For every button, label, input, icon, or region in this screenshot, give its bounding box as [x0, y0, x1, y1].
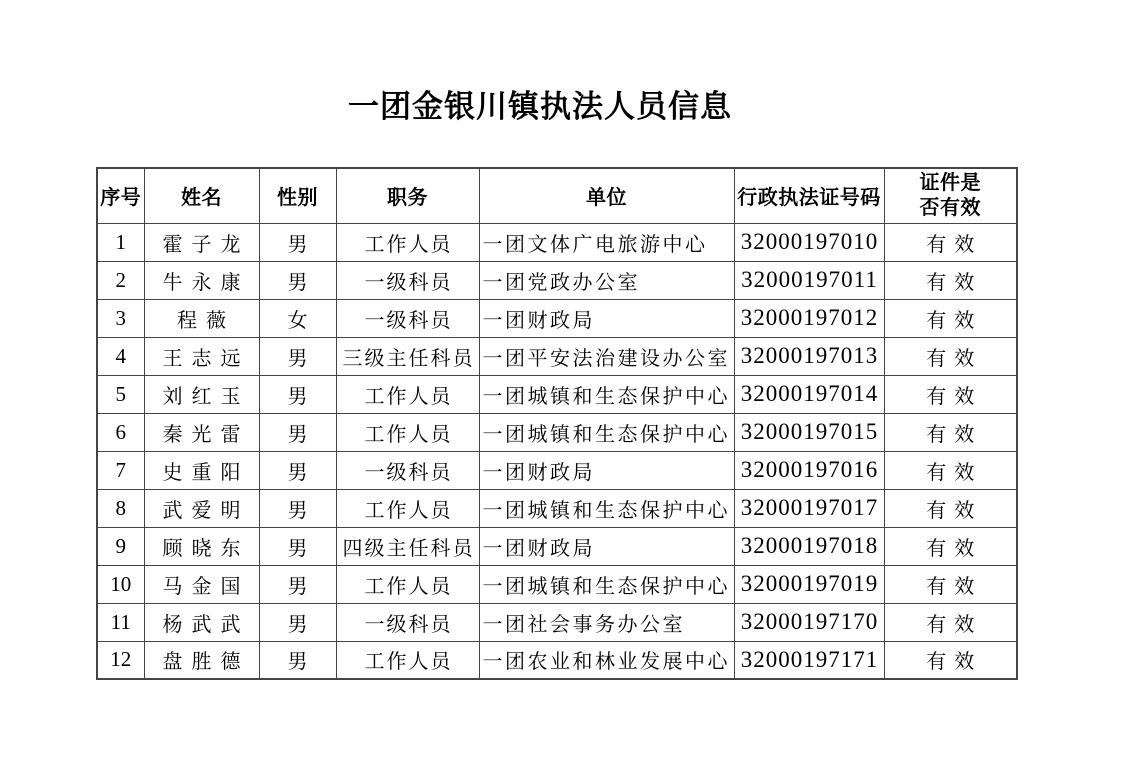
cell-position: 四级主任科员 — [336, 527, 479, 565]
cell-validity: 有效 — [884, 527, 1017, 565]
cell-serial-number: 8 — [97, 489, 144, 527]
cell-cert-number: 32000197011 — [734, 261, 884, 299]
cell-position: 三级主任科员 — [336, 337, 479, 375]
cell-gender: 男 — [259, 337, 336, 375]
table-row — [97, 223, 1017, 261]
cell-position: 工作人员 — [336, 413, 479, 451]
cell-position: 工作人员 — [336, 375, 479, 413]
cell-serial-number: 3 — [97, 299, 144, 337]
cell-position: 一级科员 — [336, 299, 479, 337]
cell-name: 牛永康 — [144, 261, 259, 299]
col-header-validity — [884, 168, 1017, 223]
table-row — [97, 527, 1017, 565]
cell-name: 杨武武 — [144, 603, 259, 641]
cell-cert-number: 32000197019 — [734, 565, 884, 603]
cell-serial-number: 4 — [97, 337, 144, 375]
cell-serial-number: 9 — [97, 527, 144, 565]
cell-cert-number: 32000197014 — [734, 375, 884, 413]
cell-validity: 有效 — [884, 223, 1017, 261]
cell-serial-number: 10 — [97, 565, 144, 603]
cell-cert-number: 32000197012 — [734, 299, 884, 337]
cell-serial-number: 12 — [97, 641, 144, 679]
cell-name: 秦光雷 — [144, 413, 259, 451]
cell-unit: 一团财政局 — [479, 451, 734, 489]
table-row — [97, 641, 1017, 679]
col-header-validity-line2: 否有效 — [919, 196, 981, 219]
table-row — [97, 375, 1017, 413]
cell-name: 盘胜德 — [144, 641, 259, 679]
table-header-row — [97, 168, 1017, 223]
cell-gender: 男 — [259, 261, 336, 299]
cell-gender: 男 — [259, 451, 336, 489]
cell-unit: 一团社会事务办公室 — [479, 603, 734, 641]
table-row — [97, 489, 1017, 527]
personnel-table — [96, 167, 1018, 680]
cell-name: 顾晓东 — [144, 527, 259, 565]
cell-serial-number: 5 — [97, 375, 144, 413]
table-row — [97, 413, 1017, 451]
cell-gender: 男 — [259, 375, 336, 413]
cell-cert-number: 32000197010 — [734, 223, 884, 261]
cell-cert-number: 32000197171 — [734, 641, 884, 679]
cell-cert-number: 32000197017 — [734, 489, 884, 527]
table-row — [97, 261, 1017, 299]
table-row — [97, 603, 1017, 641]
cell-position: 工作人员 — [336, 489, 479, 527]
table-row — [97, 451, 1017, 489]
cell-position: 工作人员 — [336, 641, 479, 679]
cell-serial-number: 1 — [97, 223, 144, 261]
cell-serial-number: 6 — [97, 413, 144, 451]
col-header-gender: 性别 — [259, 168, 336, 223]
cell-validity: 有效 — [884, 375, 1017, 413]
cell-unit: 一团党政办公室 — [479, 261, 734, 299]
cell-validity: 有效 — [884, 299, 1017, 337]
cell-validity: 有效 — [884, 489, 1017, 527]
cell-unit: 一团城镇和生态保护中心 — [479, 565, 734, 603]
col-header-no: 序号 — [97, 168, 144, 223]
cell-name: 程薇 — [144, 299, 259, 337]
cell-gender: 男 — [259, 565, 336, 603]
cell-validity: 有效 — [884, 413, 1017, 451]
col-header-cert-no: 行政执法证号码 — [734, 168, 884, 223]
cell-position: 一级科员 — [336, 451, 479, 489]
cell-position: 一级科员 — [336, 261, 479, 299]
cell-serial-number: 7 — [97, 451, 144, 489]
cell-unit: 一团财政局 — [479, 527, 734, 565]
table-body — [97, 223, 1017, 679]
cell-unit: 一团城镇和生态保护中心 — [479, 413, 734, 451]
cell-validity: 有效 — [884, 565, 1017, 603]
cell-serial-number: 11 — [97, 603, 144, 641]
cell-serial-number: 2 — [97, 261, 144, 299]
cell-cert-number: 32000197018 — [734, 527, 884, 565]
cell-cert-number: 32000197013 — [734, 337, 884, 375]
cell-position: 一级科员 — [336, 603, 479, 641]
cell-validity: 有效 — [884, 337, 1017, 375]
cell-validity: 有效 — [884, 261, 1017, 299]
cell-gender: 男 — [259, 641, 336, 679]
cell-cert-number: 32000197016 — [734, 451, 884, 489]
cell-unit: 一团财政局 — [479, 299, 734, 337]
cell-name: 马金国 — [144, 565, 259, 603]
page-title: 一团金银川镇执法人员信息 — [348, 89, 732, 124]
cell-name: 王志远 — [144, 337, 259, 375]
cell-gender: 男 — [259, 413, 336, 451]
cell-cert-number: 32000197015 — [734, 413, 884, 451]
cell-name: 刘红玉 — [144, 375, 259, 413]
cell-gender: 男 — [259, 489, 336, 527]
cell-gender: 男 — [259, 603, 336, 641]
cell-name: 霍子龙 — [144, 223, 259, 261]
col-header-name: 姓名 — [144, 168, 259, 223]
cell-gender: 男 — [259, 527, 336, 565]
cell-cert-number: 32000197170 — [734, 603, 884, 641]
table-row — [97, 565, 1017, 603]
cell-position: 工作人员 — [336, 223, 479, 261]
cell-unit: 一团平安法治建设办公室 — [479, 337, 734, 375]
cell-name: 武爱明 — [144, 489, 259, 527]
table-row — [97, 337, 1017, 375]
cell-gender: 男 — [259, 223, 336, 261]
col-header-position: 职务 — [336, 168, 479, 223]
cell-validity: 有效 — [884, 451, 1017, 489]
cell-unit: 一团文体广电旅游中心 — [479, 223, 734, 261]
cell-position: 工作人员 — [336, 565, 479, 603]
cell-unit: 一团城镇和生态保护中心 — [479, 489, 734, 527]
cell-name: 史重阳 — [144, 451, 259, 489]
col-header-validity-line1: 证件是 — [919, 171, 981, 194]
cell-unit: 一团城镇和生态保护中心 — [479, 375, 734, 413]
cell-validity: 有效 — [884, 603, 1017, 641]
cell-validity: 有效 — [884, 641, 1017, 679]
col-header-unit: 单位 — [479, 168, 734, 223]
cell-unit: 一团农业和林业发展中心 — [479, 641, 734, 679]
cell-gender: 女 — [259, 299, 336, 337]
table-row — [97, 299, 1017, 337]
